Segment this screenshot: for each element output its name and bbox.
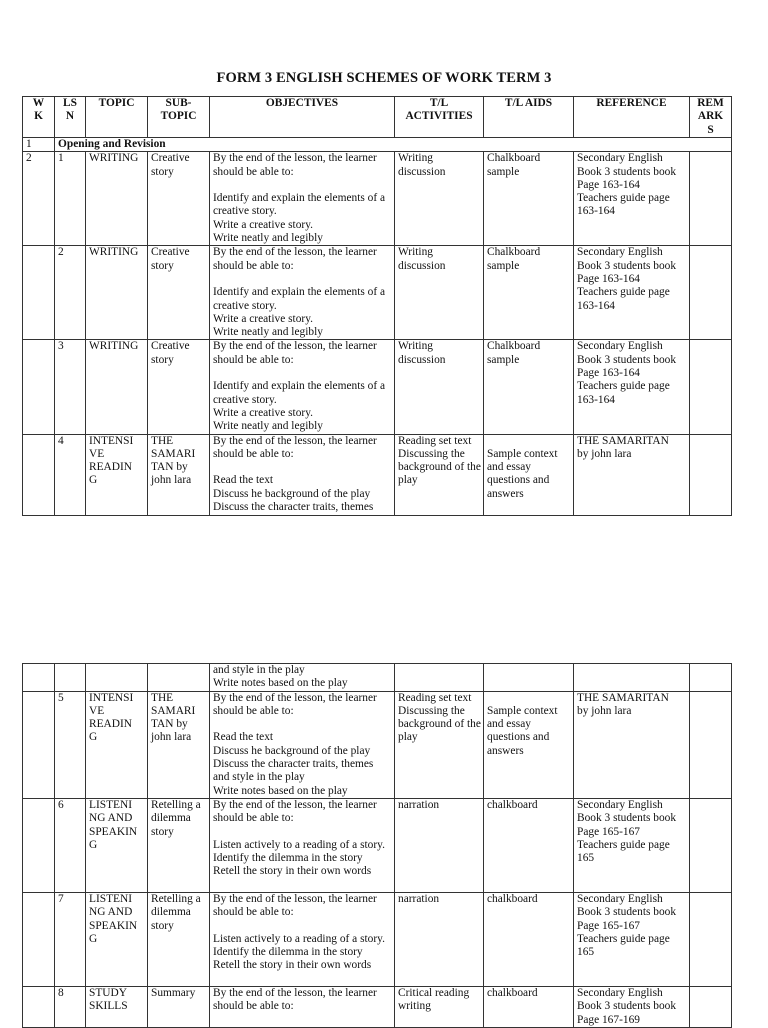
cell-aids: Sample context and essay questions and answers — [484, 434, 574, 515]
cell-subtopic: Retelling a dilemma story — [148, 892, 210, 986]
header-reference: REFERENCE — [574, 97, 690, 138]
cell-aids: chalkboard — [484, 892, 574, 986]
cell-wk — [23, 340, 55, 434]
table-row — [23, 691, 732, 798]
table-row — [23, 340, 732, 434]
cell-activities: narration — [395, 798, 484, 892]
cell-wk: 2 — [23, 152, 55, 246]
cell-lsn: 2 — [55, 246, 86, 340]
cell-remarks — [690, 664, 732, 692]
header-activities: T/L ACTIVITIES — [395, 97, 484, 138]
header-wk: W K — [23, 97, 55, 138]
cell-activities: Reading set text Discussing the background of the play — [395, 691, 484, 798]
cell-wk — [23, 892, 55, 986]
cell-objectives: By the end of the lesson, the learner should be able to: — [210, 986, 395, 1027]
cell-wk — [23, 664, 55, 692]
header-lsn: LS N — [55, 97, 86, 138]
cell-lsn: 6 — [55, 798, 86, 892]
cell-topic — [86, 664, 148, 692]
scheme-table-page-1 — [22, 96, 732, 516]
cell-subtopic: Creative story — [148, 246, 210, 340]
cell-lsn: 4 — [55, 434, 86, 515]
cell-objectives: By the end of the lesson, the learner should be able to: Identify and explain the elements of a creative story. Write a creative story. Write neatly and legibly — [210, 246, 395, 340]
cell-remarks — [690, 986, 732, 1027]
cell-objectives: By the end of the lesson, the learner should be able to: Identify and explain the elements of a creative story. Write a creative story. Write neatly and legibly — [210, 152, 395, 246]
cell-remarks — [690, 434, 732, 515]
cell-lsn: 5 — [55, 691, 86, 798]
cell-activities: Writing discussion — [395, 340, 484, 434]
week-number: 1 — [23, 138, 55, 152]
table-row — [23, 664, 732, 692]
cell-reference: Secondary English Book 3 students book Page 167-169 — [574, 986, 690, 1027]
cell-topic: WRITING — [86, 340, 148, 434]
header-row — [23, 97, 732, 138]
cell-aids: Chalkboard sample — [484, 340, 574, 434]
cell-subtopic: Retelling a dilemma story — [148, 798, 210, 892]
header-subtopic: SUB- TOPIC — [148, 97, 210, 138]
cell-reference: Secondary English Book 3 students book Page 163-164 Teachers guide page 163-164 — [574, 246, 690, 340]
cell-wk — [23, 434, 55, 515]
cell-objectives: By the end of the lesson, the learner should be able to: Read the text Discuss he background of the play Discuss the character traits, themes — [210, 434, 395, 515]
cell-reference: THE SAMARITAN by john lara — [574, 691, 690, 798]
cell-activities: Reading set text Discussing the background of the play — [395, 434, 484, 515]
cell-activities: narration — [395, 892, 484, 986]
header-remarks: REM ARK S — [690, 97, 732, 138]
cell-reference: Secondary English Book 3 students book Page 165-167 Teachers guide page 165 — [574, 892, 690, 986]
cell-subtopic: Summary — [148, 986, 210, 1027]
cell-remarks — [690, 798, 732, 892]
cell-topic: LISTENI NG AND SPEAKIN G — [86, 892, 148, 986]
cell-subtopic: THE SAMARI TAN by john lara — [148, 434, 210, 515]
cell-topic: WRITING — [86, 246, 148, 340]
cell-reference: Secondary English Book 3 students book Page 165-167 Teachers guide page 165 — [574, 798, 690, 892]
header-objectives: OBJECTIVES — [210, 97, 395, 138]
cell-activities — [395, 664, 484, 692]
table-row — [23, 892, 732, 986]
cell-remarks — [690, 691, 732, 798]
cell-objectives: By the end of the lesson, the learner should be able to: Identify and explain the elements of a creative story. Write a creative story. Write neatly and legibly — [210, 340, 395, 434]
cell-wk — [23, 986, 55, 1027]
cell-remarks — [690, 892, 732, 986]
cell-aids: chalkboard — [484, 986, 574, 1027]
cell-subtopic: Creative story — [148, 152, 210, 246]
cell-subtopic: Creative story — [148, 340, 210, 434]
cell-topic: INTENSI VE READIN G — [86, 434, 148, 515]
scheme-table-page-2 — [22, 663, 732, 1028]
cell-reference: THE SAMARITAN by john lara — [574, 434, 690, 515]
week-1-row — [23, 138, 732, 152]
cell-objectives: By the end of the lesson, the learner should be able to: Listen actively to a reading of a story. Identify the dilemma in the story Retell the story in their own words — [210, 892, 395, 986]
cell-objectives: and style in the play Write notes based on the play — [210, 664, 395, 692]
cell-lsn — [55, 664, 86, 692]
cell-aids: Chalkboard sample — [484, 246, 574, 340]
cell-activities: Critical reading writing — [395, 986, 484, 1027]
cell-reference — [574, 664, 690, 692]
cell-remarks — [690, 340, 732, 434]
cell-reference: Secondary English Book 3 students book Page 163-164 Teachers guide page 163-164 — [574, 340, 690, 434]
cell-remarks — [690, 152, 732, 246]
cell-subtopic: THE SAMARI TAN by john lara — [148, 691, 210, 798]
cell-lsn: 7 — [55, 892, 86, 986]
document-title: FORM 3 ENGLISH SCHEMES OF WORK TERM 3 — [216, 70, 552, 86]
table-row — [23, 434, 732, 515]
cell-aids: chalkboard — [484, 798, 574, 892]
cell-objectives: By the end of the lesson, the learner should be able to: Read the text Discuss he background of the play Discuss the character traits, themes and style in the play Write notes based on the play — [210, 691, 395, 798]
cell-topic: STUDY SKILLS — [86, 986, 148, 1027]
cell-wk — [23, 691, 55, 798]
cell-objectives: By the end of the lesson, the learner should be able to: Listen actively to a reading of a story. Identify the dilemma in the story Retell the story in their own words — [210, 798, 395, 892]
header-aids: T/L AIDS — [484, 97, 574, 138]
cell-wk — [23, 246, 55, 340]
cell-remarks — [690, 246, 732, 340]
cell-activities: Writing discussion — [395, 152, 484, 246]
week-1-label: Opening and Revision — [55, 138, 732, 152]
header-topic: TOPIC — [86, 97, 148, 138]
cell-topic: LISTENI NG AND SPEAKIN G — [86, 798, 148, 892]
cell-wk — [23, 798, 55, 892]
cell-activities: Writing discussion — [395, 246, 484, 340]
cell-lsn: 3 — [55, 340, 86, 434]
cell-aids — [484, 664, 574, 692]
cell-topic: INTENSI VE READIN G — [86, 691, 148, 798]
cell-lsn: 8 — [55, 986, 86, 1027]
cell-reference: Secondary English Book 3 students book Page 163-164 Teachers guide page 163-164 — [574, 152, 690, 246]
cell-topic: WRITING — [86, 152, 148, 246]
cell-subtopic — [148, 664, 210, 692]
cell-lsn: 1 — [55, 152, 86, 246]
cell-aids: Sample context and essay questions and answers — [484, 691, 574, 798]
table-row — [23, 152, 732, 246]
cell-aids: Chalkboard sample — [484, 152, 574, 246]
table-row — [23, 246, 732, 340]
table-row — [23, 798, 732, 892]
table-row — [23, 986, 732, 1027]
